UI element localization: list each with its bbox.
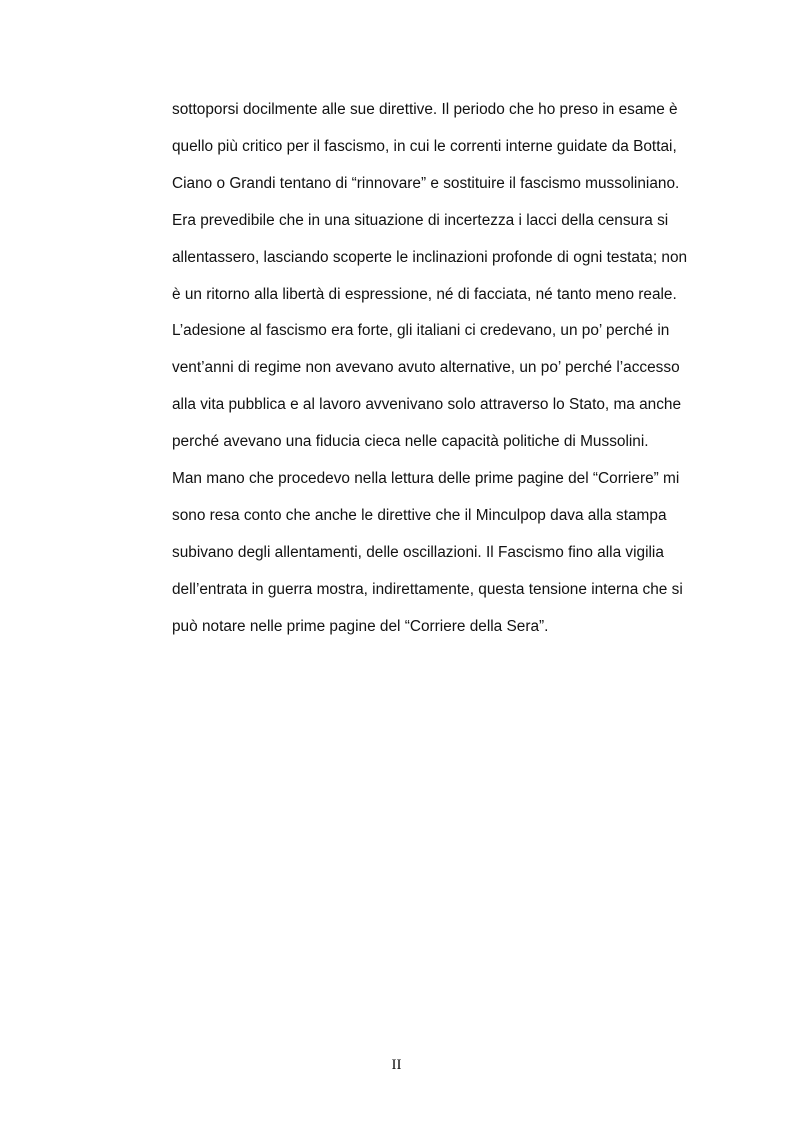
text-line: L’adesione al fascismo era forte, gli italiani ci credevano, un po’ perché in [172,322,670,340]
text-line: allentassero, lasciando scoperte le inclinazioni profonde di ogni testata; non [172,248,688,266]
text-line: sottoporsi docilmente alle sue direttive. Il periodo che ho preso in esame è [172,101,678,118]
text-line: Man mano che procedevo nella lettura delle prime pagine del “Corriere” mi [172,470,680,488]
body-paragraph [172,92,720,646]
text-line: vent’anni di regime non avevano avuto alternative, un po’ perché l’accesso [172,359,680,377]
text-line: perché avevano una fiducia cieca nelle capacità politiche di Mussolini. [172,433,649,451]
page-number: II [391,1057,402,1073]
text-line: alla vita pubblica e al lavoro avvenivano solo attraverso lo Stato, ma anche [172,396,682,414]
text-line: quello più critico per il fascismo, in cui le correnti interne guidate da Bottai, [172,137,677,155]
text-line: Era prevedibile che in una situazione di incertezza i lacci della censura si [172,211,669,229]
text-line: è un ritorno alla libertà di espressione, né di facciata, né tanto meno reale. [172,285,677,303]
text-line: può notare nelle prime pagine del “Corriere della Sera”. [172,617,549,635]
text-line: sono resa conto che anche le direttive che il Minculpop dava alla stampa [172,506,667,524]
text-line: subivano degli allentamenti, delle oscillazioni. Il Fascismo fino alla vigilia [172,543,664,561]
text-line: dell’entrata in guerra mostra, indirettamente, questa tensione interna che si [172,580,683,598]
text-line: Ciano o Grandi tentano di “rinnovare” e sostituire il fascismo mussoliniano. [172,174,680,192]
